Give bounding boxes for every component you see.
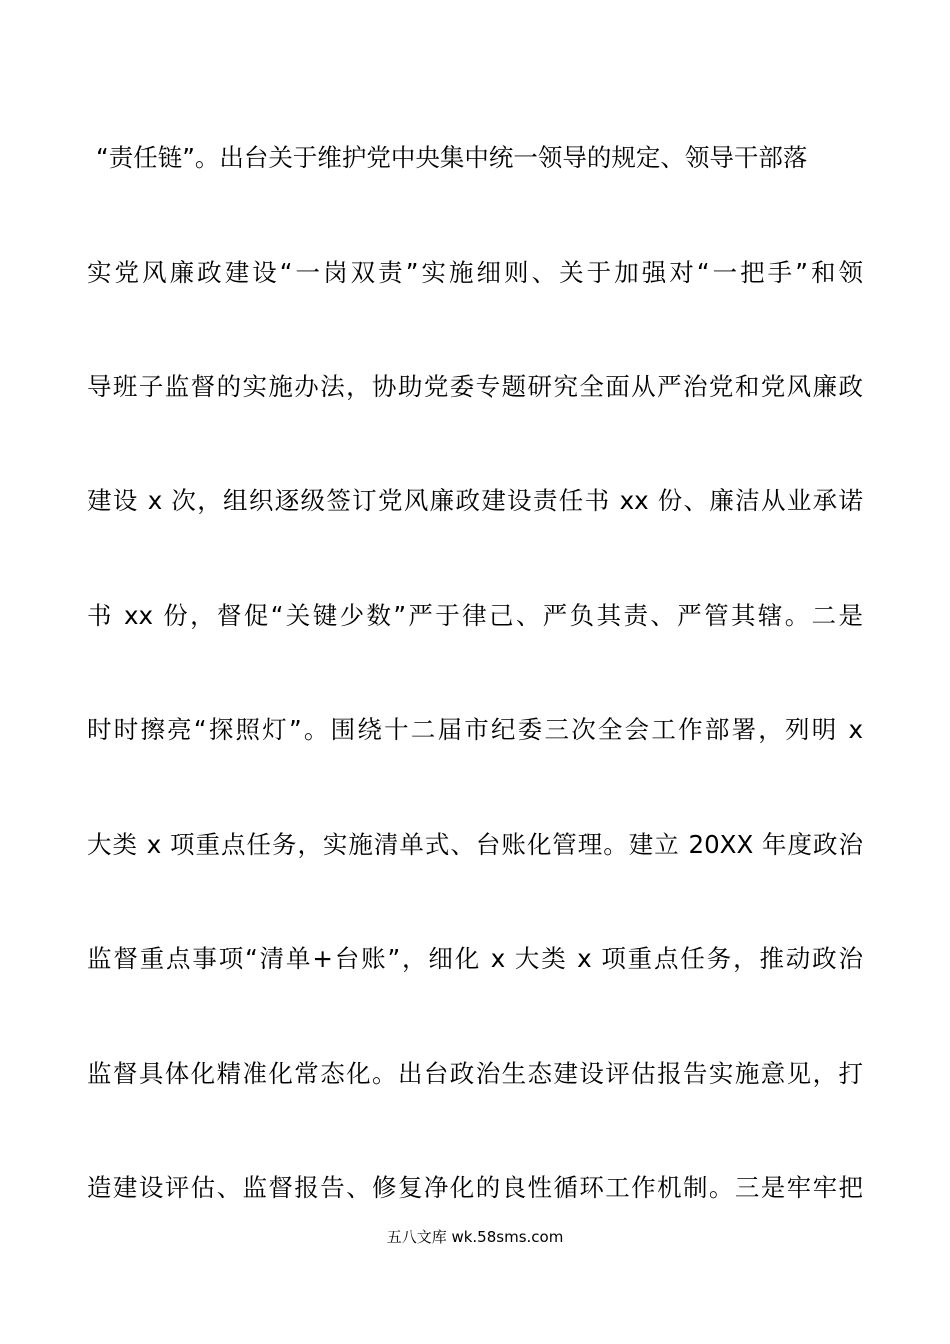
footer-watermark: 五八文库 wk.58sms.com (386, 1228, 564, 1246)
paragraph-line-4: 建设 x 次，组织逐级签订党风廉政建设责任书 xx 份、廉洁从业承诺 (87, 486, 863, 515)
paragraph-line-9: 监督具体化精准化常态化。出台政治生态建设评估报告实施意见，打 (87, 1059, 863, 1088)
paragraph-line-3: 导班子监督的实施办法，协助党委专题研究全面从严治党和党风廉政 (87, 372, 863, 401)
paragraph-line-6: 时时擦亮“探照灯”。围绕十二届市纪委三次全会工作部署，列明 x (87, 715, 863, 744)
paragraph-line-7: 大类 x 项重点任务，实施清单式、台账化管理。建立 20XX 年度政治 (87, 830, 863, 859)
paragraph-line-1: “责任链”。出台关于维护党中央集中统一领导的规定、领导干部落 (96, 143, 808, 172)
paragraph-line-10: 造建设评估、监督报告、修复净化的良性循环工作机制。三是牢牢把 (87, 1173, 863, 1202)
paragraph-line-8: 监督重点事项“清单+台账”，细化 x 大类 x 项重点任务，推动政治 (87, 944, 863, 973)
paragraph-line-5: 书 xx 份，督促“关键少数”严于律己、严负其责、严管其辖。二是 (87, 601, 863, 630)
paragraph-line-2: 实党风廉政建设“一岗双责”实施细则、关于加强对“一把手”和领 (87, 258, 863, 287)
